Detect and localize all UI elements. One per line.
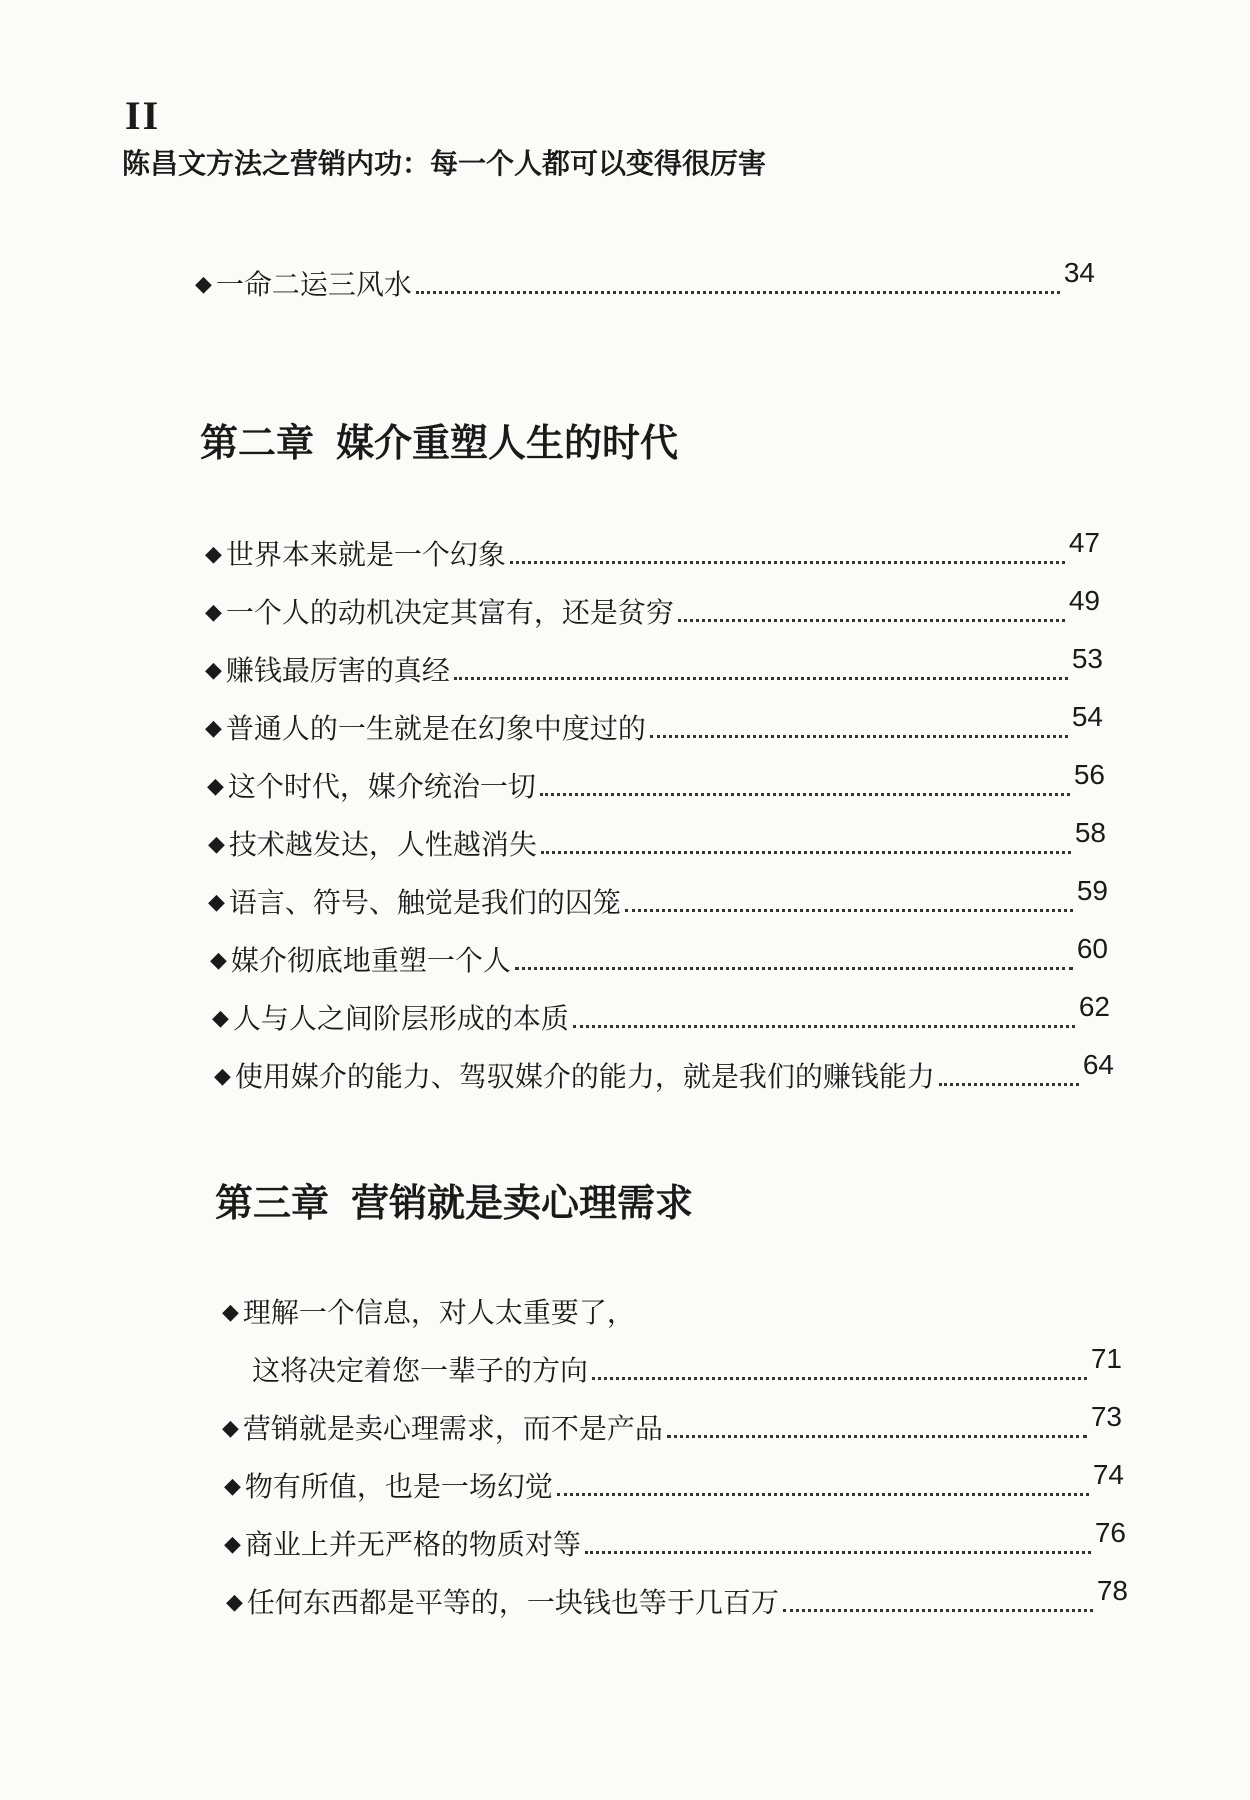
toc-entry-page: 53: [1071, 643, 1103, 675]
leader-dots: [592, 1377, 1087, 1380]
diamond-bullet-icon: ◆: [205, 599, 222, 625]
toc-entry-page: 73: [1090, 1401, 1122, 1433]
leader-dots: [573, 1025, 1075, 1028]
diamond-bullet-icon: ◆: [224, 1473, 241, 1499]
leader-dots: [939, 1083, 1079, 1086]
toc-entry-text: 普通人的一生就是在幻象中度过的: [225, 712, 646, 746]
toc-entry[interactable]: [208, 875, 1108, 920]
toc-entry-page: 56: [1073, 759, 1105, 791]
toc-entry[interactable]: [207, 759, 1105, 804]
toc-entry-page: 71: [1090, 1343, 1122, 1375]
toc-entry-text: 物有所值，也是一场幻觉: [244, 1470, 553, 1504]
leader-dots: [540, 793, 1070, 796]
toc-entry-page: 64: [1082, 1049, 1114, 1081]
chapter-title: 媒介重塑人生的时代: [336, 420, 679, 465]
leader-dots: [454, 677, 1068, 680]
toc-entry-text: 一命二运三风水: [215, 268, 412, 302]
chapter-heading: [200, 412, 678, 467]
leader-dots: [678, 619, 1065, 622]
chapter-title: 营销就是卖心理需求: [351, 1180, 694, 1225]
diamond-bullet-icon: ◆: [207, 773, 224, 799]
chapter-number: 第三章: [215, 1180, 330, 1225]
leader-dots: [541, 851, 1071, 854]
toc-entry-text: 媒介彻底地重塑一个人: [230, 944, 511, 978]
toc-entry-page: 59: [1076, 875, 1108, 907]
toc-entry[interactable]: [205, 585, 1100, 630]
diamond-bullet-icon: ◆: [205, 657, 222, 683]
toc-entry[interactable]: [214, 1049, 1114, 1094]
diamond-bullet-icon: ◆: [222, 1415, 239, 1441]
toc-entry-text: 这个时代，媒介统治一切: [227, 770, 536, 804]
toc-entry[interactable]: [205, 527, 1100, 572]
toc-entry[interactable]: [212, 991, 1110, 1036]
chapter-number: 第二章: [200, 420, 315, 465]
diamond-bullet-icon: ◆: [226, 1589, 243, 1615]
toc-entry-text: 使用媒介的能力、驾驭媒介的能力，就是我们的赚钱能力: [234, 1060, 935, 1094]
toc-entry-text: 商业上并无严格的物质对等: [244, 1528, 581, 1562]
diamond-bullet-icon: ◆: [208, 831, 225, 857]
toc-entry-text: 人与人之间阶层形成的本质: [232, 1002, 569, 1036]
toc-entry-text: 世界本来就是一个幻象: [225, 538, 506, 572]
toc-entry-text: 营销就是卖心理需求，而不是产品: [242, 1412, 663, 1446]
leader-dots: [515, 967, 1073, 970]
toc-entry-page: 34: [1063, 257, 1095, 289]
toc-entry[interactable]: [222, 1401, 1122, 1446]
diamond-bullet-icon: ◆: [205, 715, 222, 741]
toc-entry[interactable]: [195, 257, 1095, 302]
diamond-bullet-icon: ◆: [222, 1299, 239, 1325]
toc-entry-text: 理解一个信息，对人太重要了，: [242, 1296, 635, 1330]
diamond-bullet-icon: ◆: [210, 947, 227, 973]
toc-entry-continuation[interactable]: [222, 1343, 1122, 1388]
toc-entry[interactable]: [208, 817, 1106, 862]
toc-entry-page: 54: [1071, 701, 1103, 733]
toc-entry-page: 76: [1094, 1517, 1126, 1549]
toc-entry[interactable]: [205, 643, 1103, 688]
toc-entry-text: 赚钱最厉害的真经: [225, 654, 450, 688]
toc-entry-page: 47: [1068, 527, 1100, 559]
diamond-bullet-icon: ◆: [212, 1005, 229, 1031]
toc-entry[interactable]: [224, 1459, 1124, 1504]
toc-entry-page: 62: [1078, 991, 1110, 1023]
book-title: 陈昌文方法之营销内功：每一个人都可以变得很厉害: [122, 147, 767, 180]
toc-entry[interactable]: [226, 1575, 1128, 1620]
toc-entry-page: 58: [1074, 817, 1106, 849]
toc-entry-text: 语言、符号、触觉是我们的囚笼: [228, 886, 621, 920]
leader-dots: [783, 1609, 1093, 1612]
leader-dots: [625, 909, 1073, 912]
toc-entry-page: 49: [1068, 585, 1100, 617]
leader-dots: [585, 1551, 1091, 1554]
leader-dots: [416, 291, 1060, 294]
diamond-bullet-icon: ◆: [205, 541, 222, 567]
page-number-roman: II: [125, 93, 161, 138]
toc-entry-page: 78: [1096, 1575, 1128, 1607]
diamond-bullet-icon: ◆: [214, 1063, 231, 1089]
chapter-heading: [215, 1172, 693, 1227]
diamond-bullet-icon: ◆: [195, 271, 212, 297]
toc-entry-text: 技术越发达，人性越消失: [228, 828, 537, 862]
toc-entry-text: 这将决定着您一辈子的方向: [252, 1354, 589, 1388]
leader-dots: [510, 561, 1065, 564]
toc-entry-text: 一个人的动机决定其富有，还是贫穷: [225, 596, 674, 630]
toc-entry[interactable]: [210, 933, 1108, 978]
toc-entry[interactable]: [224, 1517, 1126, 1562]
leader-dots: [557, 1493, 1089, 1496]
diamond-bullet-icon: ◆: [224, 1531, 241, 1557]
leader-dots: [650, 735, 1068, 738]
toc-entry-page: 74: [1092, 1459, 1124, 1491]
leader-dots: [667, 1435, 1087, 1438]
diamond-bullet-icon: ◆: [208, 889, 225, 915]
toc-entry[interactable]: [222, 1290, 1122, 1330]
toc-entry-text: 任何东西都是平等的，一块钱也等于几百万: [246, 1586, 779, 1620]
toc-entry-page: 60: [1076, 933, 1108, 965]
toc-entry[interactable]: [205, 701, 1103, 746]
